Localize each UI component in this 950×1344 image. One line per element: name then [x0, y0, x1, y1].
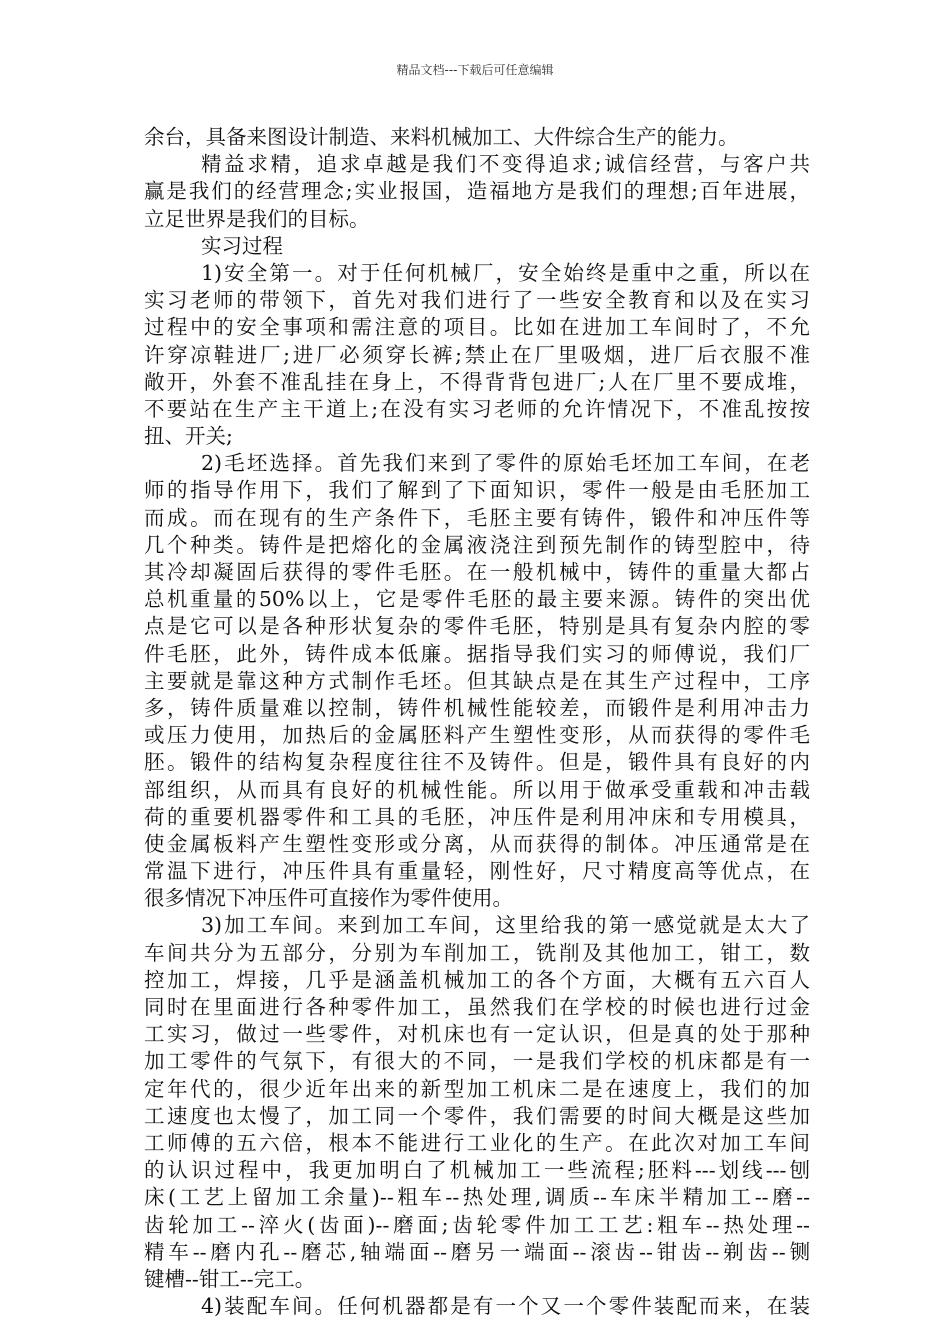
text-line: 精车--磨内孔--磨芯,轴端面--磨另一端面--滚齿--钳齿--剃齿--铡 [144, 1239, 810, 1264]
text-line: 敞开，外套不准乱挂在身上，不得背背包进厂;人在厂里不要成堆， [144, 369, 810, 394]
text-line: 很多情况下冲压件可直接作为零件使用。 [144, 886, 513, 911]
text-line: 几个种类。铸件是把熔化的金属液浇注到预先制作的铸型腔中，待 [144, 532, 810, 557]
text-line: 而成。而在现有的生产条件下，毛胚主要有铸件，锻件和冲压件等 [144, 505, 810, 530]
text-line: 荷的重要机器零件和工具的毛胚，冲压件是利用冲床和专用模具， [144, 804, 810, 829]
text-line: 许穿凉鞋进厂;进厂必须穿长裤;禁止在厂里吸烟，进厂后衣服不准 [144, 342, 810, 367]
text-line: 胚。锻件的结构复杂程度往往不及铸件。但是，锻件具有良好的内 [144, 750, 810, 775]
section-heading: 实习过程 [201, 233, 283, 258]
text-line: 师的指导作用下，我们了解到了下面知识，零件一般是由毛胚加工 [144, 478, 810, 503]
text-line: 齿轮加工--淬火(齿面)--磨面;齿轮零件加工工艺:粗车--热处理-- [144, 1212, 810, 1237]
text-line: 件毛胚，此外，铸件成本低廉。据指导我们实习的师傅说，我们厂 [144, 641, 810, 666]
text-line: 立足世界是我们的目标。 [144, 206, 370, 231]
text-line: 工速度也太慢了，加工同一个零件，我们需要的时间大概是这些加 [144, 1103, 810, 1128]
text-line: 主要就是靠这种方式制作毛坯。但其缺点是在其生产过程中，工序 [144, 668, 810, 693]
text-line: 4)装配车间。任何机器都是有一个又一个零件装配而来，在装 [201, 1294, 810, 1319]
text-line: 不要站在生产主干道上;在没有实习老师的允许情况下，不准乱按按 [144, 396, 810, 421]
text-line: 工师傅的五六倍，根本不能进行工业化的生产。在此次对加工车间 [144, 1130, 810, 1155]
text-line: 控加工，焊接，几乎是涵盖机械加工的各个方面，大概有五六百人 [144, 967, 810, 992]
text-line: 同时在里面进行各种零件加工，虽然我们在学校的时候也进行过金 [144, 995, 810, 1019]
text-line: 过程中的安全事项和需注意的项目。比如在进加工车间时了，不允 [144, 315, 810, 340]
text-line: 车间共分为五部分，分别为车削加工，铣削及其他加工，钳工，数 [144, 940, 810, 965]
text-line: 3)加工车间。来到加工车间，这里给我的第一感觉就是太大了 [201, 913, 810, 938]
text-line: 或压力使用，加热后的金属胚料产生塑性变形，从而获得的零件毛 [144, 723, 810, 748]
text-line: 常温下进行，冲压件具有重量轻，刚性好，尺寸精度高等优点，在 [144, 859, 810, 884]
text-line: 多，铸件质量难以控制，铸件机械性能较差，而锻件是利用冲击力 [144, 695, 810, 720]
text-line: 点是它可以是各种形状复杂的零件毛胚，特别是具有复杂内腔的零 [144, 614, 810, 639]
text-line: 余台，具备来图设计制造、来料机械加工、大件综合生产的能力。 [144, 125, 739, 149]
text-line: 使金属板料产生塑性变形或分离，从而获得的制体。冲压通常是在 [144, 831, 810, 856]
text-line: 2)毛坯选择。首先我们来到了零件的原始毛坯加工车间，在老 [201, 451, 810, 476]
text-line: 精益求精，追求卓越是我们不变得追求;诚信经营，与客户共 [201, 152, 810, 177]
page-header: 精品文档---下载后可任意编辑 [396, 63, 554, 77]
text-line: 赢是我们的经营理念;实业报国，造福地方是我们的理想;百年进展， [144, 179, 810, 204]
document-body [144, 124, 810, 1320]
text-line: 键槽--钳工--完工。 [144, 1266, 316, 1291]
text-line: 加工零件的气氛下，有很大的不同，一是我们学校的机床都是有一 [144, 1049, 810, 1074]
text-line: 床(工艺上留加工余量)--粗车--热处理,调质--车床半精加工--磨-- [144, 1185, 810, 1210]
text-line: 1)安全第一。对于任何机械厂，安全始终是重中之重，所以在 [201, 260, 810, 285]
text-line: 实习老师的带领下，首先对我们进行了一些安全教育和以及在实习 [144, 288, 810, 313]
text-line: 其冷却凝固后获得的零件毛胚。在一般机械中，铸件的重量大都占 [144, 560, 810, 584]
text-line: 的认识过程中，我更加明白了机械加工一些流程;胚料---划线---刨 [144, 1158, 810, 1183]
text-line: 工实习，做过一些零件，对机床也有一定认识，但是真的处于那种 [144, 1022, 810, 1047]
text-line: 扭、开关; [144, 424, 233, 449]
text-line: 总机重量的50%以上，它是零件毛胚的最主要来源。铸件的突出优 [144, 587, 810, 612]
text-line: 定年代的，很少近年出来的新型加工机床二是在速度上，我们的加 [144, 1076, 810, 1101]
text-line: 部组织，从而具有良好的机械性能。所以用于做承受重载和冲击载 [144, 777, 810, 802]
